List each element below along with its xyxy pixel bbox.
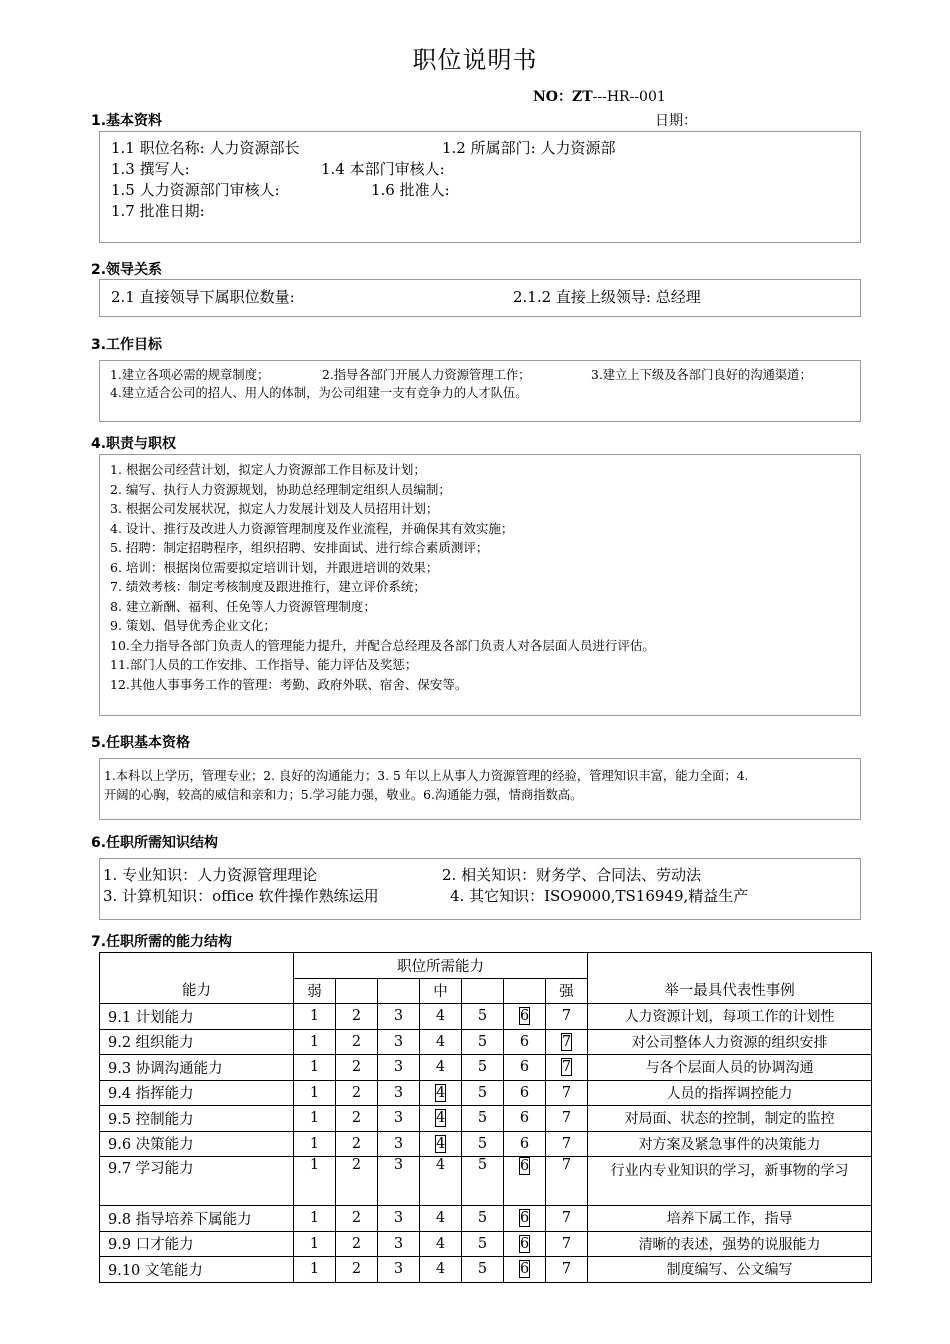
ability-name: 9.1 计划能力 xyxy=(100,1004,294,1030)
ability-score: 7 xyxy=(561,1084,572,1101)
ability-row xyxy=(100,1157,872,1206)
ability-score-cell xyxy=(420,1131,462,1157)
knowledge-item: 3. 计算机知识：office 软件操作熟练运用 xyxy=(103,887,379,905)
ability-score-cell xyxy=(378,1055,420,1081)
ability-score: 5 xyxy=(477,1157,488,1173)
ability-score: 5 xyxy=(477,1008,488,1025)
ability-score: 6 xyxy=(519,1059,530,1076)
ability-score-selected: 7 xyxy=(562,1059,572,1076)
reporting-box xyxy=(99,279,861,317)
ability-score-cell xyxy=(546,1080,588,1106)
knowledge-box xyxy=(99,858,861,920)
ability-example: 对局面、状态的控制，制定的监控 xyxy=(588,1106,872,1132)
section-ability-heading: 7.任职所需的能力结构 xyxy=(91,934,233,950)
ability-example: 对方案及紧急事件的决策能力 xyxy=(588,1131,872,1157)
duty-item: 8. 建立新酬、福利、任免等人力资源管理制度； xyxy=(110,598,376,614)
ability-score: 3 xyxy=(393,1008,404,1025)
ability-score: 4 xyxy=(435,1008,446,1025)
ability-score-selected: 6 xyxy=(520,1210,530,1227)
duty-item: 4. 设计、推行及改进人力资源管理制度及作业流程，并确保其有效实施； xyxy=(110,520,514,536)
duty-item: 9. 策划、倡导优秀企业文化； xyxy=(110,618,276,633)
document-title: 职位说明书 xyxy=(412,46,538,74)
goal-item: 2.指导各部门开展人力资源管理工作； xyxy=(322,368,531,382)
ability-score: 5 xyxy=(477,1235,488,1252)
ability-score-cell xyxy=(336,1231,378,1257)
ability-score-selected: 4 xyxy=(436,1135,446,1152)
ability-name: 9.10 文笔能力 xyxy=(100,1257,294,1283)
ability-score-cell xyxy=(378,1004,420,1030)
header-blank xyxy=(462,978,504,1004)
ability-score-cell xyxy=(420,1080,462,1106)
ability-score: 2 xyxy=(351,1008,362,1025)
section-knowledge-heading: 6.任职所需知识结构 xyxy=(91,835,219,851)
field-position-name: 1.1 职位名称: 人力资源部长 xyxy=(111,139,300,157)
ability-score-cell xyxy=(504,1029,546,1055)
ability-score: 5 xyxy=(477,1110,488,1127)
ability-score-cell xyxy=(420,1157,462,1206)
goal-item: 1.建立各项必需的规章制度； xyxy=(110,368,270,382)
ability-name: 9.7 学习能力 xyxy=(100,1157,294,1206)
ability-score-cell xyxy=(504,1131,546,1157)
ability-score-cell xyxy=(294,1080,336,1106)
knowledge-item: 1. 专业知识：人力资源管理理论 xyxy=(103,866,318,884)
ability-score-selected: 6 xyxy=(520,1235,530,1252)
duty-item: 11.部门人员的工作安排、工作指导、能力评估及奖惩； xyxy=(110,657,418,672)
field-hr-reviewer: 1.5 人力资源部门审核人: xyxy=(111,181,280,199)
ability-score: 6 xyxy=(519,1110,530,1127)
duty-item: 7. 绩效考核：制定考核制度及跟进推行，建立评价系统； xyxy=(110,579,426,594)
ability-score: 2 xyxy=(351,1110,362,1127)
ability-score-cell xyxy=(420,1055,462,1081)
header-example: 举一最具代表性事例 xyxy=(588,953,872,1004)
ability-score-cell xyxy=(378,1206,420,1232)
header-ability: 能力 xyxy=(100,953,294,1004)
goal-item: 3.建立上下级及各部门良好的沟通渠道； xyxy=(591,368,812,382)
ability-score-cell xyxy=(420,1029,462,1055)
ability-row xyxy=(100,1029,872,1055)
ability-score-cell xyxy=(504,1206,546,1232)
ability-score: 5 xyxy=(477,1261,488,1278)
document-number-suffix: ---HR--001 xyxy=(592,89,666,105)
ability-score-cell xyxy=(462,1055,504,1081)
field-direct-supervisor: 2.1.2 直接上级领导: 总经理 xyxy=(513,288,701,306)
ability-score-cell xyxy=(546,1029,588,1055)
ability-example: 对公司整体人力资源的组织安排 xyxy=(588,1029,872,1055)
ability-example: 行业内专业知识的学习，新事物的学习 xyxy=(588,1157,872,1206)
ability-score: 2 xyxy=(351,1059,362,1076)
ability-score-cell xyxy=(420,1206,462,1232)
ability-score: 2 xyxy=(351,1261,362,1278)
ability-score: 3 xyxy=(393,1084,404,1101)
ability-score-cell xyxy=(294,1231,336,1257)
ability-score: 5 xyxy=(477,1059,488,1076)
field-approval-date: 1.7 批准日期: xyxy=(111,202,205,220)
ability-score: 2 xyxy=(351,1235,362,1252)
header-strong: 强 xyxy=(546,978,588,1004)
field-dept-reviewer: 1.4 本部门审核人: xyxy=(321,160,445,178)
ability-score-cell xyxy=(378,1131,420,1157)
header-weak: 弱 xyxy=(294,978,336,1004)
ability-score: 3 xyxy=(393,1110,404,1127)
ability-score-cell xyxy=(420,1257,462,1283)
goals-box xyxy=(99,360,861,422)
ability-score-cell xyxy=(462,1131,504,1157)
ability-score: 7 xyxy=(561,1135,572,1152)
ability-score-cell xyxy=(504,1231,546,1257)
ability-score: 1 xyxy=(309,1033,320,1050)
ability-score: 3 xyxy=(393,1135,404,1152)
qualification-line: 开阔的心胸，较高的威信和亲和力；5.学习能力强，敬业。6.沟通能力强，情商指数高。 xyxy=(104,788,583,802)
ability-score: 4 xyxy=(435,1210,446,1227)
ability-name: 9.5 控制能力 xyxy=(100,1106,294,1132)
field-author: 1.3 撰写人: xyxy=(111,160,190,178)
ability-score-cell xyxy=(504,1080,546,1106)
ability-score-cell xyxy=(546,1257,588,1283)
ability-score: 2 xyxy=(351,1084,362,1101)
ability-name: 9.6 决策能力 xyxy=(100,1131,294,1157)
duty-item: 10.全力指导各部门负责人的管理能力提升，并配合总经理及各部门负责人对各层面人员进行评估。 xyxy=(110,637,655,653)
ability-score-cell xyxy=(546,1206,588,1232)
header-blank xyxy=(504,978,546,1004)
ability-score: 1 xyxy=(309,1059,320,1076)
ability-score: 4 xyxy=(435,1261,446,1278)
ability-score-selected: 7 xyxy=(562,1033,572,1050)
ability-score-cell xyxy=(462,1029,504,1055)
qualifications-box xyxy=(99,758,861,820)
ability-score-cell xyxy=(294,1131,336,1157)
ability-score-cell xyxy=(336,1131,378,1157)
ability-score-cell xyxy=(336,1080,378,1106)
ability-row xyxy=(100,1206,872,1232)
ability-name: 9.4 指挥能力 xyxy=(100,1080,294,1106)
field-approver: 1.6 批准人: xyxy=(371,181,450,199)
ability-score-cell xyxy=(546,1106,588,1132)
ability-score-cell xyxy=(462,1080,504,1106)
ability-score: 7 xyxy=(561,1235,572,1252)
ability-score-selected: 6 xyxy=(520,1158,530,1174)
ability-score: 2 xyxy=(351,1210,362,1227)
ability-score-cell xyxy=(294,1106,336,1132)
ability-score: 1 xyxy=(309,1110,320,1127)
ability-score: 6 xyxy=(519,1084,530,1101)
ability-score-cell xyxy=(546,1055,588,1081)
ability-score-cell xyxy=(378,1157,420,1206)
ability-score: 3 xyxy=(393,1235,404,1252)
header-mid: 中 xyxy=(420,978,462,1004)
ability-example: 清晰的表述，强势的说服能力 xyxy=(588,1231,872,1257)
ability-row xyxy=(100,1004,872,1030)
ability-score-cell xyxy=(378,1231,420,1257)
duty-item: 12.其他人事事务工作的管理：考勤、政府外联、宿舍、保安等。 xyxy=(110,676,468,692)
ability-score-cell xyxy=(504,1055,546,1081)
ability-score-cell xyxy=(420,1004,462,1030)
ability-score: 3 xyxy=(393,1157,404,1173)
ability-score: 7 xyxy=(561,1261,572,1278)
ability-score: 4 xyxy=(435,1059,446,1076)
knowledge-item: 4. 其它知识：ISO9000,TS16949,精益生产 xyxy=(450,887,749,905)
ability-score-cell xyxy=(546,1004,588,1030)
ability-score-cell xyxy=(462,1257,504,1283)
ability-row xyxy=(100,1055,872,1081)
ability-score-cell xyxy=(294,1257,336,1283)
document-number xyxy=(533,86,666,106)
ability-example: 人力资源计划，每项工作的计划性 xyxy=(588,1004,872,1030)
ability-score-cell xyxy=(378,1029,420,1055)
ability-score-cell xyxy=(546,1131,588,1157)
document-number-prefix: NO：ZT xyxy=(533,89,593,105)
ability-score-cell xyxy=(504,1106,546,1132)
ability-score: 6 xyxy=(519,1033,530,1050)
ability-score-cell xyxy=(420,1231,462,1257)
ability-score: 3 xyxy=(393,1033,404,1050)
ability-score: 2 xyxy=(351,1033,362,1050)
ability-score-cell xyxy=(294,1029,336,1055)
duty-item: 5. 招聘：制定招聘程序，组织招聘、安排面试、进行综合素质测评； xyxy=(110,540,489,555)
ability-score: 1 xyxy=(309,1235,320,1252)
ability-score-cell xyxy=(294,1055,336,1081)
ability-score-cell xyxy=(294,1206,336,1232)
ability-score: 5 xyxy=(477,1033,488,1050)
ability-row xyxy=(100,1080,872,1106)
ability-example: 制度编写、公文编写 xyxy=(588,1257,872,1283)
qualification-line: 1.本科以上学历，管理专业；2. 良好的沟通能力；3. 5 年以上从事人力资源管理的经验，管理知识丰富，能力全面；4. xyxy=(104,769,749,783)
ability-score: 2 xyxy=(351,1157,362,1173)
ability-score-cell xyxy=(336,1004,378,1030)
duty-item: 3. 根据公司发展状况，拟定人力发展计划及人员招用计划； xyxy=(110,501,439,516)
ability-score-cell xyxy=(546,1231,588,1257)
duties-box xyxy=(99,454,861,716)
ability-name: 9.2 组织能力 xyxy=(100,1029,294,1055)
ability-example: 与各个层面人员的协调沟通 xyxy=(588,1055,872,1081)
ability-score-selected: 6 xyxy=(520,1261,530,1278)
ability-score: 1 xyxy=(309,1008,320,1025)
duty-item: 1. 根据公司经营计划，拟定人力资源部工作目标及计划； xyxy=(110,462,426,477)
ability-row xyxy=(100,1231,872,1257)
ability-score-cell xyxy=(294,1157,336,1206)
ability-score: 5 xyxy=(477,1210,488,1227)
ability-score: 5 xyxy=(477,1135,488,1152)
ability-score-cell xyxy=(378,1257,420,1283)
ability-score: 1 xyxy=(309,1210,320,1227)
ability-score: 4 xyxy=(435,1157,446,1173)
ability-table xyxy=(99,952,872,1283)
ability-example: 人员的指挥调控能力 xyxy=(588,1080,872,1106)
ability-score-cell xyxy=(462,1004,504,1030)
ability-score-cell xyxy=(336,1206,378,1232)
ability-score-cell xyxy=(462,1157,504,1206)
goal-item: 4.建立适合公司的招人、用人的体制，为公司组建一支有竞争力的人才队伍。 xyxy=(110,386,528,400)
knowledge-item: 2. 相关知识：财务学、合同法、劳动法 xyxy=(442,866,702,884)
duty-item: 2. 编写、执行人力资源规划，协助总经理制定组织人员编制； xyxy=(110,481,451,497)
ability-score-cell xyxy=(378,1080,420,1106)
ability-score-cell xyxy=(504,1157,546,1206)
ability-score-selected: 4 xyxy=(436,1084,446,1101)
ability-name: 9.9 口才能力 xyxy=(100,1231,294,1257)
ability-score: 7 xyxy=(561,1210,572,1227)
ability-score-cell xyxy=(462,1231,504,1257)
header-required-ability: 职位所需能力 xyxy=(294,953,588,979)
ability-score: 4 xyxy=(435,1033,446,1050)
ability-score-cell xyxy=(294,1004,336,1030)
ability-score: 1 xyxy=(309,1261,320,1278)
ability-score-cell xyxy=(462,1206,504,1232)
ability-score-cell xyxy=(336,1055,378,1081)
ability-row xyxy=(100,1131,872,1157)
date-label: 日期： xyxy=(655,113,697,129)
ability-score: 3 xyxy=(393,1261,404,1278)
ability-score-cell xyxy=(336,1157,378,1206)
ability-score-cell xyxy=(462,1106,504,1132)
ability-score-selected: 6 xyxy=(520,1008,530,1025)
ability-score: 6 xyxy=(519,1135,530,1152)
section-duties-heading: 4.职责与职权 xyxy=(91,436,177,452)
ability-name: 9.8 指导培养下属能力 xyxy=(100,1206,294,1232)
field-subordinate-count: 2.1 直接领导下属职位数量: xyxy=(111,288,295,306)
ability-score: 7 xyxy=(561,1110,572,1127)
ability-score: 7 xyxy=(561,1008,572,1025)
ability-score-cell xyxy=(504,1004,546,1030)
ability-score: 1 xyxy=(309,1084,320,1101)
duty-item: 6. 培训：根据岗位需要拟定培训计划，并跟进培训的效果； xyxy=(110,559,439,575)
ability-score-cell xyxy=(378,1106,420,1132)
section-reporting-heading: 2.领导关系 xyxy=(91,262,163,278)
ability-score: 1 xyxy=(309,1135,320,1152)
ability-score: 3 xyxy=(393,1210,404,1227)
ability-score: 7 xyxy=(561,1157,572,1173)
section-qualifications-heading: 5.任职基本资格 xyxy=(91,735,191,751)
ability-name: 9.3 协调沟通能力 xyxy=(100,1055,294,1081)
basic-info-box xyxy=(99,131,861,243)
ability-score: 2 xyxy=(351,1135,362,1152)
ability-row xyxy=(100,1106,872,1132)
ability-score-cell xyxy=(336,1106,378,1132)
ability-score: 3 xyxy=(393,1059,404,1076)
section-goals-heading: 3.工作目标 xyxy=(91,337,163,353)
ability-score-cell xyxy=(420,1106,462,1132)
section-basic-info-heading: 1.基本资料 xyxy=(91,113,163,129)
ability-example: 培养下属工作，指导 xyxy=(588,1206,872,1232)
ability-score-cell xyxy=(336,1029,378,1055)
ability-score-cell xyxy=(504,1257,546,1283)
ability-score-cell xyxy=(546,1157,588,1206)
ability-score: 1 xyxy=(309,1157,320,1173)
header-blank xyxy=(378,978,420,1004)
ability-score-selected: 4 xyxy=(436,1110,446,1127)
ability-score: 5 xyxy=(477,1084,488,1101)
ability-score: 4 xyxy=(435,1235,446,1252)
ability-score-cell xyxy=(336,1257,378,1283)
header-blank xyxy=(336,978,378,1004)
field-department: 1.2 所属部门: 人力资源部 xyxy=(442,139,616,157)
ability-row xyxy=(100,1257,872,1283)
